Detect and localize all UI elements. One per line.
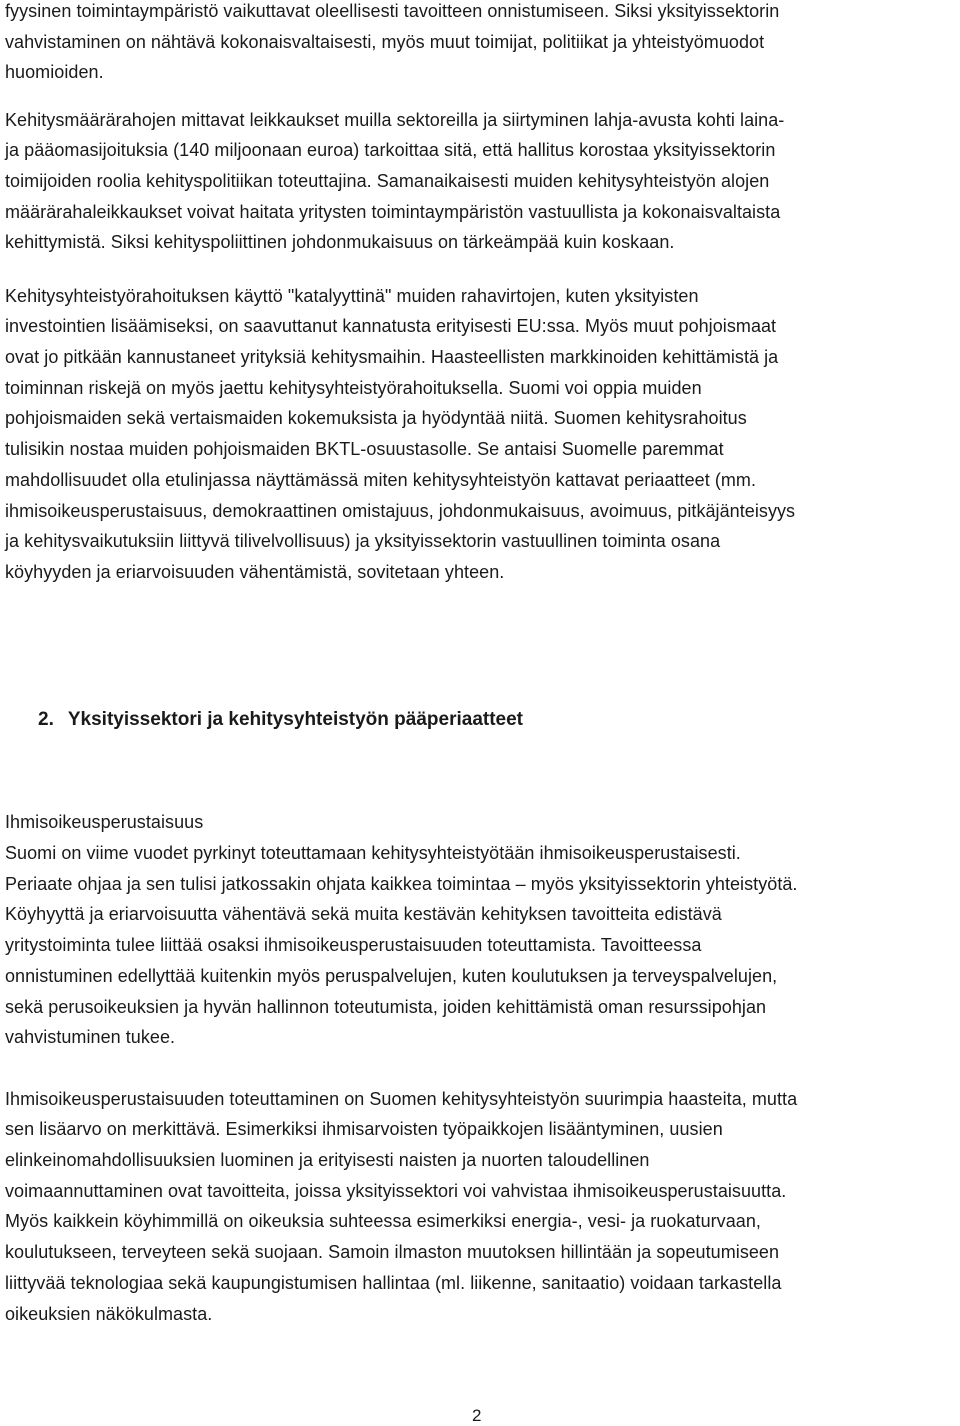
- text-line: Periaate ohjaa ja sen tulisi jatkossakin ohjata kaikkea toimintaa – myös yksityissektorin yhteistyötä.: [5, 874, 798, 894]
- text-line: toimijoiden roolia kehityspolitiikan toteuttajina. Samanaikaisesti muiden kehitysyhteistyön alojen: [5, 171, 770, 191]
- text-line: määrärahaleikkaukset voivat haitata yritysten toimintaympäristön vastuullista ja kokonaisvaltaista: [5, 202, 781, 222]
- text-line: oikeuksien näkökulmasta.: [5, 1304, 213, 1324]
- text-line: kehittymistä. Siksi kehityspoliittinen johdonmukaisuus on tärkeämpää kuin koskaan.: [5, 232, 675, 252]
- text-line: sen lisäarvo on merkittävä. Esimerkiksi ihmisarvoisten työpaikkojen lisääntyminen, uusien: [5, 1119, 723, 1139]
- text-line: yritystoiminta tulee liittää osaksi ihmisoikeusperustaisuuden toteuttamista. Tavoitteessa: [5, 935, 702, 955]
- text-line: investointien lisäämiseksi, on saavuttanut kannatusta erityisesti EU:ssa. Myös muut pohjoismaat: [5, 316, 777, 336]
- text-line: ovat jo pitkään kannustaneet yrityksiä kehitysmaihin. Haasteellisten markkinoiden kehittämistä ja: [5, 347, 779, 367]
- text-line: onnistuminen edellyttää kuitenkin myös peruspalvelujen, kuten koulutuksen ja terveyspalvelujen,: [5, 966, 778, 986]
- text-line: ja pääomasijoituksia (140 miljoonaan euroa) tarkoittaa sitä, että hallitus korostaa yksityissektorin: [5, 140, 776, 160]
- text-line: Köyhyyttä ja eriarvoisuutta vähentävä sekä muita kestävän kehityksen tavoitteita edistävä: [5, 904, 722, 924]
- text-line: huomioiden.: [5, 62, 104, 82]
- page-number: 2: [472, 1406, 482, 1425]
- section-heading: [38, 708, 523, 732]
- text-line: köyhyyden ja eriarvoisuuden vähentämistä, sovitetaan yhteen.: [5, 562, 505, 582]
- text-line: ihmisoikeusperustaisuus, demokraattinen omistajuus, johdonmukaisuus, avoimuus, pitkäjänteisyys: [5, 501, 796, 521]
- text-line: vahvistaminen on nähtävä kokonaisvaltaisesti, myös muut toimijat, politiikat ja yhteistyömuodot: [5, 32, 765, 52]
- text-line: vahvistuminen tukee.: [5, 1027, 176, 1047]
- text-line: ja kehitysvaikutuksiin liittyvä tilivelvollisuus) ja yksityissektorin vastuullinen toiminta osana: [5, 531, 721, 551]
- text-line: toiminnan riskejä on myös jaettu kehitysyhteistyörahoituksella. Suomi voi oppia muiden: [5, 378, 702, 398]
- text-line: sekä perusoikeuksien ja hyvän hallinnon toteutumista, joiden kehittämistä oman resurssipohjan: [5, 997, 767, 1017]
- text-line: Kehitysyhteistyörahoituksen käyttö "katalyyttinä" muiden rahavirtojen, kuten yksityisten: [5, 286, 699, 306]
- section-title: Yksityissektori ja kehitysyhteistyön pääperiaatteet: [67, 709, 524, 730]
- text-line: fyysinen toimintaympäristö vaikuttavat oleellisesti tavoitteen onnistumiseen. Siksi yksityissektorin: [5, 1, 780, 21]
- text-line: liittyvää teknologiaa sekä kaupungistumisen hallintaa (ml. liikenne, sanitaatio) voidaan tarkastella: [5, 1273, 782, 1293]
- text-line: mahdollisuudet olla etulinjassa näyttämässä miten kehitysyhteistyön kattavat periaatteet (mm.: [5, 470, 757, 490]
- text-line: Myös kaikkein köyhimmillä on oikeuksia suhteessa esimerkiksi energia-, vesi- ja ruokaturvaan,: [5, 1211, 761, 1231]
- text-line: elinkeinomahdollisuuksien luominen ja erityisesti naisten ja nuorten taloudellinen: [5, 1150, 650, 1170]
- text-line: Kehitysmäärärahojen mittavat leikkaukset muilla sektoreilla ja siirtyminen lahja-avusta kohti laina-: [5, 110, 785, 130]
- subheading: Ihmisoikeusperustaisuus: [5, 812, 204, 832]
- text-line: koulutukseen, terveyteen sekä suojaan. Samoin ilmaston muutoksen hillintään ja sopeutumiseen: [5, 1242, 780, 1262]
- text-line: Suomi on viime vuodet pyrkinyt toteuttamaan kehitysyhteistyötään ihmisoikeusperustaisesti.: [5, 843, 741, 863]
- text-line: pohjoismaiden sekä vertaismaiden kokemuksista ja hyödyntää niitä. Suomen kehitysrahoitus: [5, 408, 747, 428]
- section-number: 2.: [38, 709, 54, 730]
- text-line: Ihmisoikeusperustaisuuden toteuttaminen on Suomen kehitysyhteistyön suurimpia haasteita, mutta: [5, 1089, 798, 1109]
- text-line: tulisikin nostaa muiden pohjoismaiden BKTL-osuustasolle. Se antaisi Suomelle paremmat: [5, 439, 724, 459]
- text-line: voimaannuttaminen ovat tavoitteita, joissa yksityissektori voi vahvistaa ihmisoikeusperustaisuutta.: [5, 1181, 787, 1201]
